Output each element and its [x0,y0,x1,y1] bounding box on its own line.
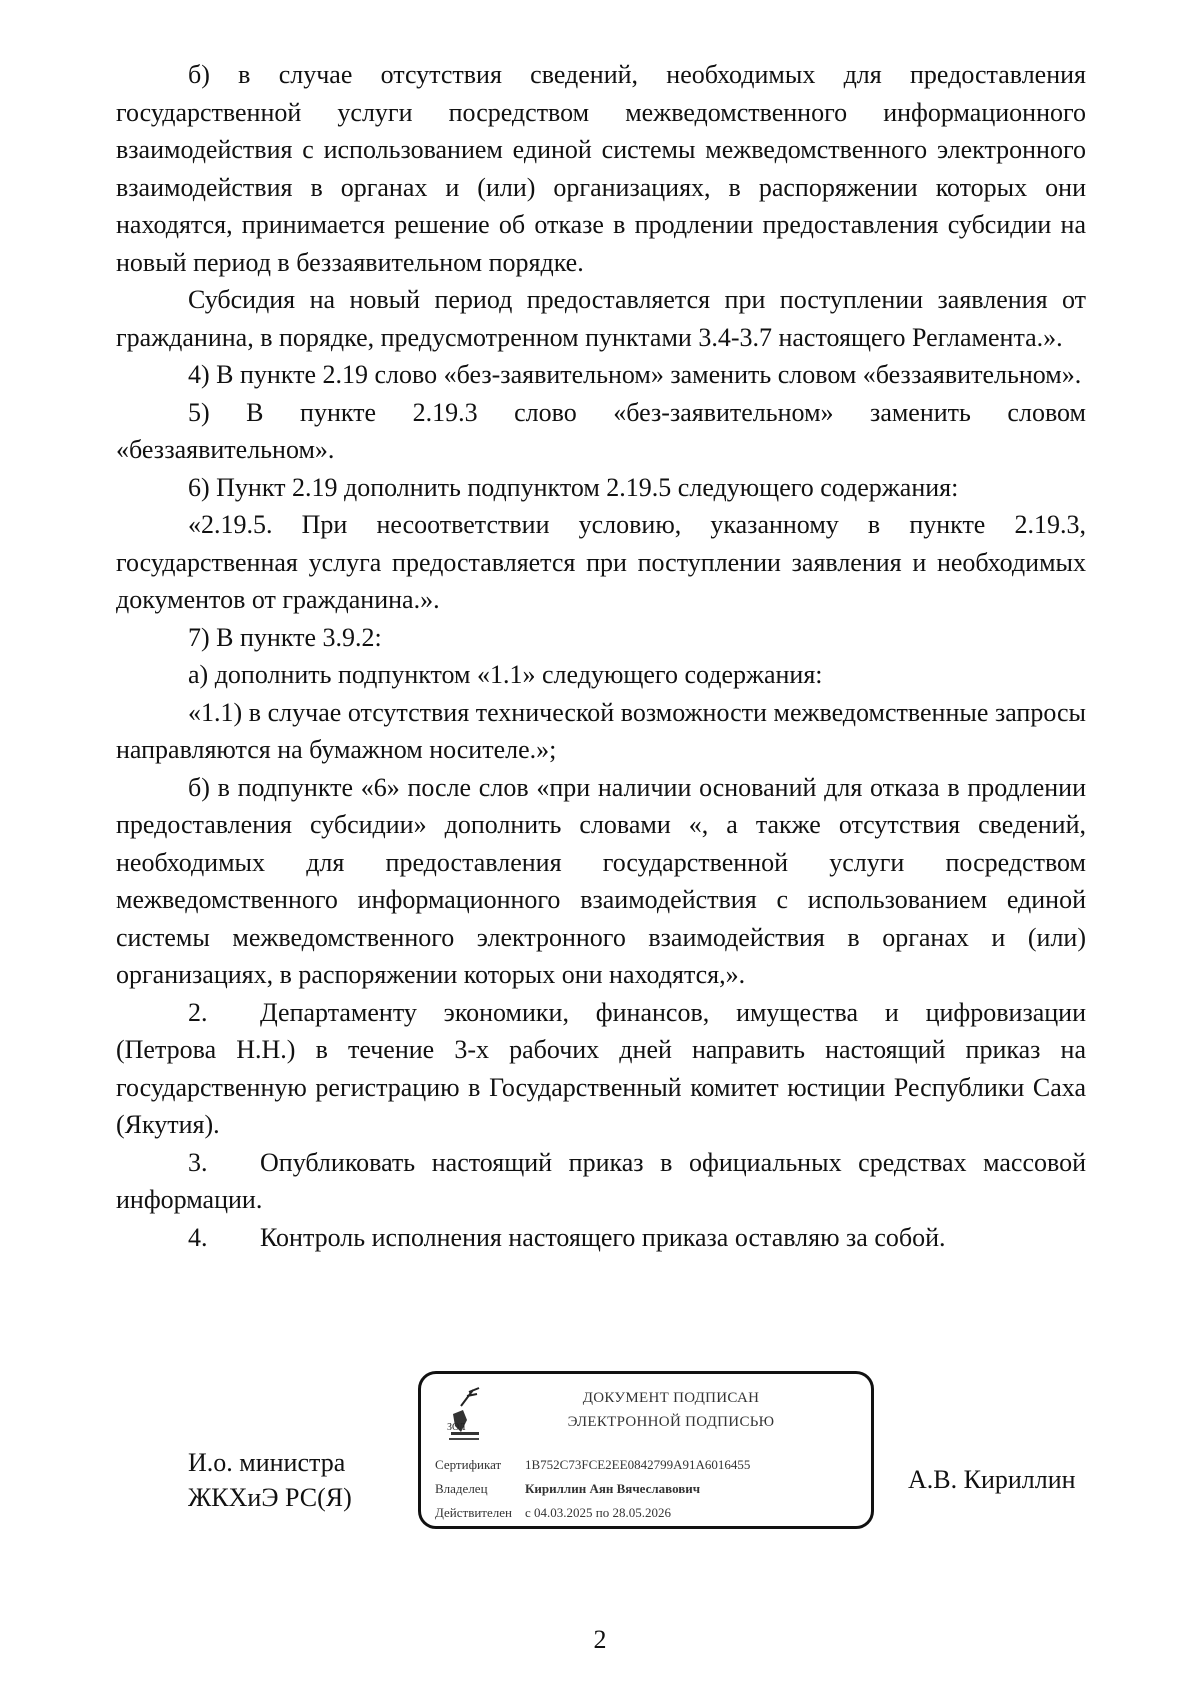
item-number: 2. [188,997,208,1027]
paragraph: «2.19.5. При несоответствии условию, указанному в пункте 2.19.3, государственная услуга предоставляется при поступлении заявления и необходимых документов от гражданина.». [116,510,1086,614]
stamp-title [521,1386,821,1434]
owner-label: Владелец [435,1481,488,1496]
item-text: Опубликовать настоящий приказ в официальных средствах массовой информации. [116,1147,1086,1214]
stamp-title-line: ЭЛЕКТРОННОЙ ПОДПИСЬЮ [567,1414,775,1430]
position-line: И.о. министра [188,1448,346,1477]
item-text: Департаменту экономики, финансов, имущества и цифровизации (Петрова Н.Н.) в течение 3-х рабочих дней направить настоящий приказ на государственную регистрацию в Государственный комитет юстиции Республики Саха (Якутия). [116,997,1086,1139]
item-number: 3. [188,1147,208,1177]
document-body [116,56,1086,1256]
electronic-signature-stamp [418,1371,874,1529]
item-text: Контроль исполнения настоящего приказа оставляю за собой. [260,1222,946,1252]
item-number: 4. [188,1222,208,1252]
stamp-title-line: ДОКУМЕНТ ПОДПИСАН [582,1390,760,1406]
paragraph: Субсидия на новый период предоставляется при поступлении заявления от гражданина, в порядке, предусмотренном пунктами 3.4-3.7 настоящего Регламента.». [116,285,1086,352]
validity-value: с 04.03.2025 по 28.05.2026 [525,1505,671,1520]
certificate-label: Сертификат [435,1457,502,1472]
position-line: ЖКХиЭ РС(Я) [188,1483,352,1512]
stamp-owner-row [435,1480,700,1498]
numbered-item-2 [116,994,1086,1144]
paragraph: 6) Пункт 2.19 дополнить подпунктом 2.19.5 следующего содержания: [188,472,959,502]
paragraph: а) дополнить подпунктом «1.1» следующего содержания: [188,660,823,689]
paragraph: «1.1) в случае отсутствия технической возможности межведомственные запросы направляются на бумажном носителе.»; [116,697,1086,764]
owner-value: Кириллин Аян Вячеславович [525,1481,701,1496]
numbered-item-3 [116,1144,1086,1219]
stamp-validity-row [435,1504,671,1522]
paragraph: 7) В пункте 3.9.2: [188,622,382,652]
validity-label: Действителен [435,1505,512,1520]
stamp-certificate-row [435,1456,750,1474]
page-number: 2 [593,1625,607,1654]
paragraph: б) в подпункте «6» после слов «при наличии оснований для отказа в продлении предоставления субсидии» дополнить словами «, а также отсутствия сведений, необходимых для предоставления государственной услуги посредством межведомственного информационного взаимодействия с использованием единой системы межведомственного электронного взаимодействия в органах и (или) организациях, в распоряжении которых они находятся,». [116,772,1086,989]
numbered-item-4 [116,1219,1086,1257]
paragraph: 4) В пункте 2.19 слово «без-заявительном» заменить словом «беззаявительном». [188,360,1082,389]
signatory-position [188,1445,352,1515]
paragraph: 5) В пункте 2.19.3 слово «без-заявительном» заменить словом «беззаявительном». [116,397,1086,464]
signatory-name: А.В. Кириллин [908,1465,1076,1494]
emblem-icon [443,1386,487,1446]
certificate-value: 1B752C73FCE2EE0842799A91A6016455 [525,1457,751,1472]
svg-text:ЗОЛ: ЗОЛ [447,1422,466,1433]
paragraph: б) в случае отсутствия сведений, необходимых для предоставления государственной услуги посредством межведомственного информационного взаимодействия с использованием единой системы межведомственного электронного взаимодействия в органах и (или) организациях, в распоряжении которых они находятся, принимается решение об отказе в продлении предоставления субсидии на новый период в беззаявительном порядке. [116,60,1086,277]
